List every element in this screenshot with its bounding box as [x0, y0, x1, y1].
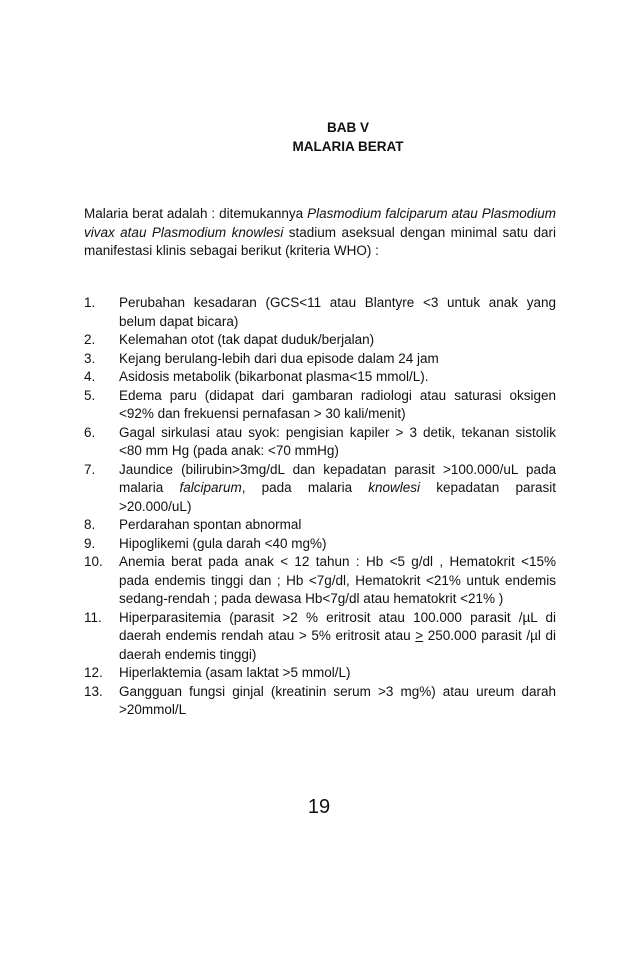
intro-text-2: stadium aseksual dengan minimal satu dari manifestasi klinis sebagai berikut (kriteria WHO) :	[84, 224, 556, 258]
intro-paragraph	[84, 205, 556, 261]
item-text-c: 250.000 parasit /µl di daerah endemis tinggi)	[119, 628, 556, 662]
item-number: 5.	[84, 387, 96, 403]
item-text-c: , pada malaria	[241, 480, 369, 495]
list-item	[84, 424, 556, 461]
item-number: 9.	[84, 535, 96, 551]
item-text-italic: falciparum	[179, 480, 242, 495]
item-number: 12.	[84, 665, 103, 680]
item-text: Perubahan kesadaran (GCS<11 atau Blantyre <3 untuk anak yang belum dapat bicara)	[119, 295, 556, 329]
item-text: Hiperlaktemia (asam laktat >5 mmol/L)	[119, 665, 351, 680]
item-number: 1.	[84, 295, 96, 310]
list-item	[84, 368, 556, 387]
item-text: Anemia berat pada anak < 12 tahun : Hb <5 g/dl , Hematokrit <15% pada endemis tinggi dan ; Hb <7g/dl, Hematokrit <21% untuk endemis sedang-rendah ; pada dewasa Hb<7g/dl atau hematokrit <21% )	[119, 554, 556, 606]
intro-species: Plasmodium falciparum atau Plasmodium vivax atau Plasmodium knowlesi	[84, 206, 556, 240]
item-number: 8.	[84, 517, 96, 532]
chapter-label: BAB V	[326, 120, 369, 135]
list-item	[84, 609, 556, 665]
item-number: 4.	[84, 369, 96, 384]
item-number: 6.	[84, 424, 96, 440]
item-number: 2.	[84, 332, 96, 347]
item-number: 7.	[84, 461, 96, 477]
item-text-a: Hiperparasitemia (parasit >2 % eritrosit atau 100.000 parasit /µL di daerah endemis rendah atau > 5% eritrosit atau	[119, 609, 556, 643]
list-item	[84, 387, 556, 424]
item-text: Asidosis metabolik (bikarbonat plasma<15 mmol/L).	[119, 369, 429, 384]
page-number: 19	[307, 796, 331, 818]
item-text: Gangguan fungsi ginjal (kreatinin serum >3 mg%) atau ureum darah >20mmol/L	[119, 683, 556, 717]
list-item	[84, 664, 556, 683]
item-text: Kelemahan otot (tak dapat duduk/berjalan)	[119, 332, 375, 347]
criteria-list	[84, 294, 556, 720]
list-item	[84, 294, 556, 331]
list-item	[84, 553, 556, 609]
chapter-title: MALARIA BERAT	[292, 139, 404, 154]
item-text: Gagal sirkulasi atau syok: pengisian kapiler > 3 detik, tekanan sistolik <80 mm Hg (pada anak: <70 mmHg)	[119, 424, 556, 458]
item-text-a: Jaundice (bilirubin>3mg/dL dan kepadatan parasit >100.000/uL pada malaria	[119, 461, 556, 495]
item-text-e: kepadatan parasit >20.000/uL)	[119, 480, 556, 514]
intro-text-1: Malaria berat adalah : ditemukannya	[84, 206, 308, 221]
list-item	[84, 516, 556, 535]
list-item	[84, 331, 556, 350]
list-item	[84, 350, 556, 369]
item-text: Perdarahan spontan abnormal	[119, 517, 302, 532]
list-item	[84, 535, 556, 554]
item-text: Edema paru (didapat dari gambaran radiologi atau saturasi oksigen <92% dan frekuensi pernafasan > 30 kali/menit)	[119, 387, 556, 421]
item-text-italic: knowlesi	[368, 480, 421, 495]
chapter-heading	[0, 118, 638, 156]
item-text: Hipoglikemi (gula darah <40 mg%)	[119, 535, 327, 551]
item-text: Kejang berulang-lebih dari dua episode dalam 24 jam	[119, 350, 439, 366]
item-number: 10.	[84, 554, 103, 569]
item-number: 11.	[84, 609, 102, 625]
item-text-underlined: >	[415, 628, 424, 643]
item-number: 3.	[84, 350, 96, 366]
item-number: 13.	[84, 683, 103, 699]
list-item	[84, 683, 556, 720]
list-item	[84, 461, 556, 517]
